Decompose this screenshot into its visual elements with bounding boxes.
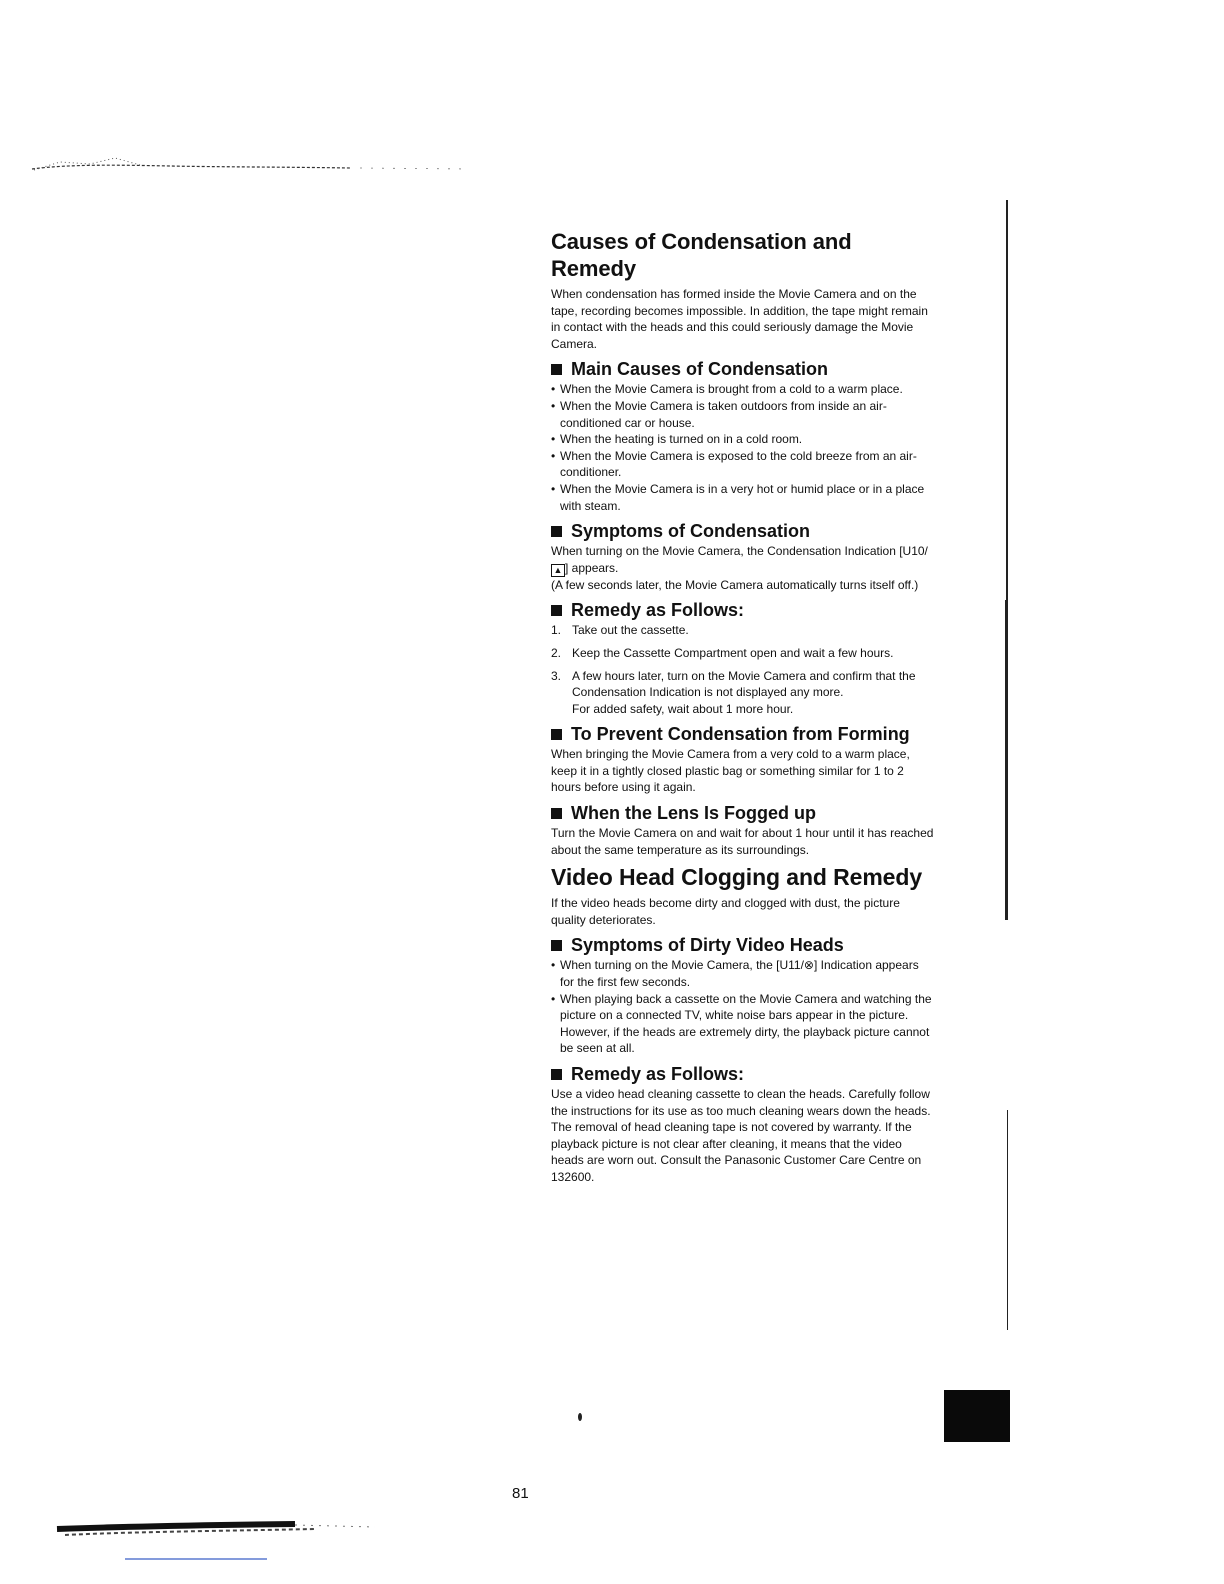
square-bullet-icon — [551, 940, 562, 951]
list-item: • When turning on the Movie Camera, the [U11/⊗] Indication appears for the first few seconds. — [551, 957, 936, 990]
list-item: 1. Take out the cassette. — [551, 623, 689, 638]
list-item: • When playing back a cassette on the Movie Camera and watching the picture on a connected TV, white noise bars appear in the picture. However, if the heads are extremely dirty, the playback picture cannot be seen at all. — [551, 991, 936, 1057]
dirty-heads-heading: Symptoms of Dirty Video Heads — [551, 934, 936, 956]
page-number: 81 — [512, 1485, 529, 1502]
main-causes-list — [551, 381, 936, 514]
lens-fogged-text: Turn the Movie Camera on and wait for about 1 hour until it has reached about the same temperature as its surroundings. — [551, 826, 934, 857]
head-clogging-intro: If the video heads become dirty and clogged with dust, the picture quality deteriorates. — [551, 896, 900, 927]
list-item: 3. A few hours later, turn on the Movie Camera and confirm that the Condensation Indication is not displayed any more. For added safety, wait about 1 more hour. — [551, 668, 916, 716]
thumb-index-tab — [944, 1390, 1010, 1442]
square-bullet-icon — [551, 808, 562, 819]
margin-rule-bottom — [1007, 1110, 1008, 1330]
list-item: • When the heating is turned on in a cold room. — [551, 431, 936, 448]
lens-fogged-heading: When the Lens Is Fogged up — [551, 802, 936, 824]
square-bullet-icon — [551, 526, 562, 537]
scan-smudge-top — [30, 150, 470, 172]
list-item: 2. Keep the Cassette Compartment open and wait a few hours. — [551, 645, 894, 660]
symptoms-note: (A few seconds later, the Movie Camera automatically turns itself off.) — [551, 577, 919, 592]
square-bullet-icon — [551, 729, 562, 740]
main-causes-heading: Main Causes of Condensation — [551, 358, 936, 380]
square-bullet-icon — [551, 1069, 562, 1080]
remedy-steps — [551, 622, 936, 717]
prevent-text: When bringing the Movie Camera from a very cold to a warm place, keep it in a tightly closed plastic bag or something similar for 1 to 2 hours before using it again. — [551, 747, 910, 795]
square-bullet-icon — [551, 364, 562, 375]
list-item: • When the Movie Camera is in a very hot or humid place or in a place with steam. — [551, 481, 936, 514]
section-title-condensation: Causes of Condensation and Remedy — [551, 229, 852, 281]
section-title-head-clogging: Video Head Clogging and Remedy — [551, 864, 923, 891]
content-column — [551, 228, 936, 1186]
prevent-heading: To Prevent Condensation from Forming — [551, 723, 936, 745]
condensation-indicator-icon: ▲ — [551, 564, 565, 577]
symptoms-heading: Symptoms of Condensation — [551, 520, 936, 542]
square-bullet-icon — [551, 605, 562, 616]
remedy-heading-1: Remedy as Follows: — [551, 599, 936, 621]
scan-smudge-bottom — [55, 1515, 385, 1565]
symptoms-text: When turning on the Movie Camera, the Condensation Indication [U10/▲ ] appears. — [551, 544, 928, 575]
list-item: • When the Movie Camera is brought from a cold to a warm place. — [551, 381, 936, 398]
dirty-heads-list — [551, 957, 936, 1057]
remedy-heading-2: Remedy as Follows: — [551, 1063, 936, 1085]
scan-speck — [578, 1413, 582, 1421]
margin-rule-mid — [1005, 600, 1008, 920]
list-item: • When the Movie Camera is exposed to the cold breeze from an air-conditioner. — [551, 448, 936, 481]
remedy-2-text: Use a video head cleaning cassette to clean the heads. Carefully follow the instructions for its use as too much cleaning wears down the heads. The removal of head cleaning tape is not covered by warranty. If the playback picture is not clear after cleaning, it means that the video heads are worn out. Consult the Panasonic Customer Care Centre on 132600. — [551, 1087, 931, 1184]
list-item: • When the Movie Camera is taken outdoors from inside an air-conditioned car or house. — [551, 398, 936, 431]
condensation-intro: When condensation has formed inside the Movie Camera and on the tape, recording becomes impossible. In addition, the tape might remain in contact with the heads and this could seriously damage the Movie Camera. — [551, 287, 928, 351]
